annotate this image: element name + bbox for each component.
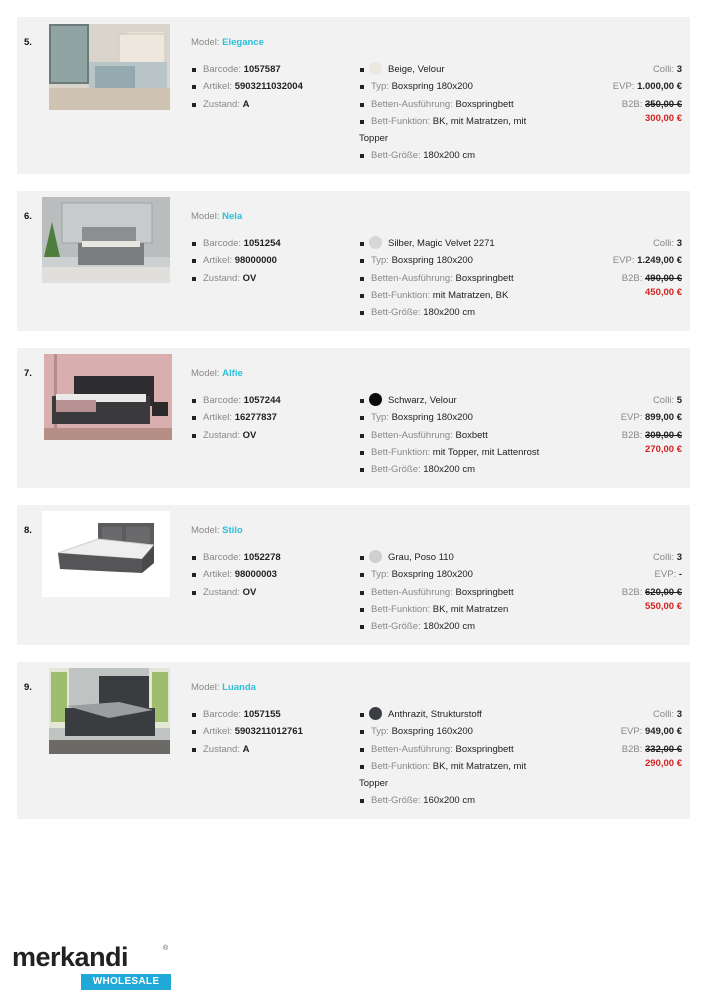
logo-wordmark: merkandi [12, 942, 129, 972]
model-line: Model: Alfie [191, 368, 243, 379]
bed-photo-icon [42, 511, 170, 597]
barcode-row: Barcode: 1057155 [191, 706, 351, 723]
typ-row: Typ: Boxspring 180x200 [359, 78, 559, 95]
sale-price: 290,00 € [645, 757, 682, 769]
color-row: Grau, Poso 110 [359, 549, 559, 566]
product-image[interactable] [49, 668, 170, 754]
artikel-row: Artikel: 98000003 [191, 566, 351, 583]
color-row: Beige, Velour [359, 61, 559, 78]
model-line: Model: Stilo [191, 525, 243, 536]
ausfuehrung-row: Betten-Ausführung: Boxspringbett [359, 96, 559, 113]
item-number: 8. [24, 525, 32, 536]
model-line: Model: Luanda [191, 682, 256, 693]
product-specs [191, 549, 351, 601]
barcode-row: Barcode: 1052278 [191, 549, 351, 566]
barcode-row: Barcode: 1051254 [191, 235, 351, 252]
model-line: Model: Elegance [191, 37, 264, 48]
groesse-row: Bett-Größe: 180x200 cm [359, 618, 559, 635]
product-card [17, 191, 690, 331]
groesse-row: Bett-Größe: 160x200 cm [359, 792, 559, 809]
typ-row: Typ: Boxspring 180x200 [359, 566, 559, 583]
color-swatch [369, 62, 382, 75]
model-name[interactable]: Elegance [222, 37, 264, 48]
price-block [532, 235, 682, 298]
item-number: 9. [24, 682, 32, 693]
bed-photo-icon [44, 354, 172, 440]
zustand-row: Zustand: OV [191, 427, 351, 444]
sale-price: 270,00 € [645, 443, 682, 455]
product-card [17, 17, 690, 174]
zustand-row: Zustand: OV [191, 584, 351, 601]
price-block [532, 549, 682, 612]
colli-row: Colli: 3 [652, 238, 682, 249]
sale-price: 450,00 € [645, 286, 682, 298]
groesse-row: Bett-Größe: 180x200 cm [359, 304, 559, 321]
zustand-row: Zustand: OV [191, 270, 351, 287]
product-image[interactable] [42, 197, 170, 283]
item-number: 5. [24, 37, 32, 48]
artikel-row: Artikel: 16277837 [191, 409, 351, 426]
product-attributes [359, 549, 559, 635]
color-swatch [369, 393, 382, 406]
sale-price: 300,00 € [645, 112, 682, 124]
color-swatch [369, 707, 382, 720]
bed-photo-icon [49, 24, 170, 110]
product-card [17, 348, 690, 488]
product-card [17, 505, 690, 645]
typ-row: Typ: Boxspring 180x200 [359, 409, 559, 426]
evp-row: EVP: - [654, 569, 682, 581]
b2b-row: B2B: 309,00 € [621, 429, 682, 441]
ausfuehrung-row: Betten-Ausführung: Boxspringbett [359, 584, 559, 601]
product-image[interactable] [49, 24, 170, 110]
model-name[interactable]: Alfie [222, 368, 243, 379]
b2b-row: B2B: 350,00 € [621, 98, 682, 110]
bed-photo-icon [42, 197, 170, 283]
artikel-row: Artikel: 5903211032004 [191, 78, 351, 95]
evp-row: EVP: 949,00 € [620, 726, 682, 738]
b2b-row: B2B: 490,00 € [621, 272, 682, 284]
artikel-row: Artikel: 98000000 [191, 252, 351, 269]
price-block [532, 392, 682, 455]
barcode-row: Barcode: 1057587 [191, 61, 351, 78]
ausfuehrung-row: Betten-Ausführung: Boxbett [359, 427, 559, 444]
bed-photo-icon [49, 668, 170, 754]
colli-row: Colli: 5 [652, 395, 682, 406]
model-name[interactable]: Stilo [222, 525, 243, 536]
product-specs [191, 706, 351, 758]
product-specs [191, 235, 351, 287]
color-row: Silber, Magic Velvet 2271 [359, 235, 559, 252]
color-swatch [369, 550, 382, 563]
color-row: Anthrazit, Strukturstoff [359, 706, 559, 723]
product-specs [191, 61, 351, 113]
colli-row: Colli: 3 [652, 709, 682, 720]
product-attributes [359, 235, 559, 321]
product-image[interactable] [42, 511, 170, 597]
funktion-row: Bett-Funktion: mit Topper, mit Lattenrost [359, 444, 559, 461]
zustand-row: Zustand: A [191, 741, 351, 758]
evp-row: EVP: 1.249,00 € [612, 255, 682, 267]
sale-price: 550,00 € [645, 600, 682, 612]
zustand-row: Zustand: A [191, 96, 351, 113]
colli-row: Colli: 3 [652, 64, 682, 75]
product-attributes [359, 392, 559, 478]
product-image[interactable] [44, 354, 172, 440]
product-attributes [359, 706, 559, 810]
groesse-row: Bett-Größe: 180x200 cm [359, 461, 559, 478]
price-block [532, 61, 682, 124]
funktion-row: Bett-Funktion: BK, mit Matratzen, mit Topper [359, 113, 559, 148]
item-number: 6. [24, 211, 32, 222]
model-name[interactable]: Luanda [222, 682, 256, 693]
funktion-row: Bett-Funktion: mit Matratzen, BK [359, 287, 559, 304]
typ-row: Typ: Boxspring 180x200 [359, 252, 559, 269]
b2b-row: B2B: 332,00 € [621, 743, 682, 755]
product-specs [191, 392, 351, 444]
groesse-row: Bett-Größe: 180x200 cm [359, 147, 559, 164]
product-attributes [359, 61, 559, 165]
funktion-row: Bett-Funktion: BK, mit Matratzen [359, 601, 559, 618]
funktion-row: Bett-Funktion: BK, mit Matratzen, mit Topper [359, 758, 559, 793]
product-list [17, 17, 690, 836]
ausfuehrung-row: Betten-Ausführung: Boxspringbett [359, 270, 559, 287]
b2b-row: B2B: 620,00 € [621, 586, 682, 598]
merkandi-logo[interactable] [12, 944, 172, 992]
registered-mark: ® [163, 945, 169, 952]
ausfuehrung-row: Betten-Ausführung: Boxspringbett [359, 741, 559, 758]
colli-row: Colli: 3 [652, 552, 682, 563]
model-name[interactable]: Nela [222, 211, 243, 222]
evp-row: EVP: 899,00 € [620, 412, 682, 424]
price-block [532, 706, 682, 769]
item-number: 7. [24, 368, 32, 379]
color-swatch [369, 236, 382, 249]
barcode-row: Barcode: 1057244 [191, 392, 351, 409]
model-line: Model: Nela [191, 211, 243, 222]
typ-row: Typ: Boxspring 160x200 [359, 723, 559, 740]
color-row: Schwarz, Velour [359, 392, 559, 409]
wholesale-badge: WHOLESALE [81, 974, 171, 990]
product-card [17, 662, 690, 819]
evp-row: EVP: 1.000,00 € [612, 81, 682, 93]
artikel-row: Artikel: 5903211012761 [191, 723, 351, 740]
